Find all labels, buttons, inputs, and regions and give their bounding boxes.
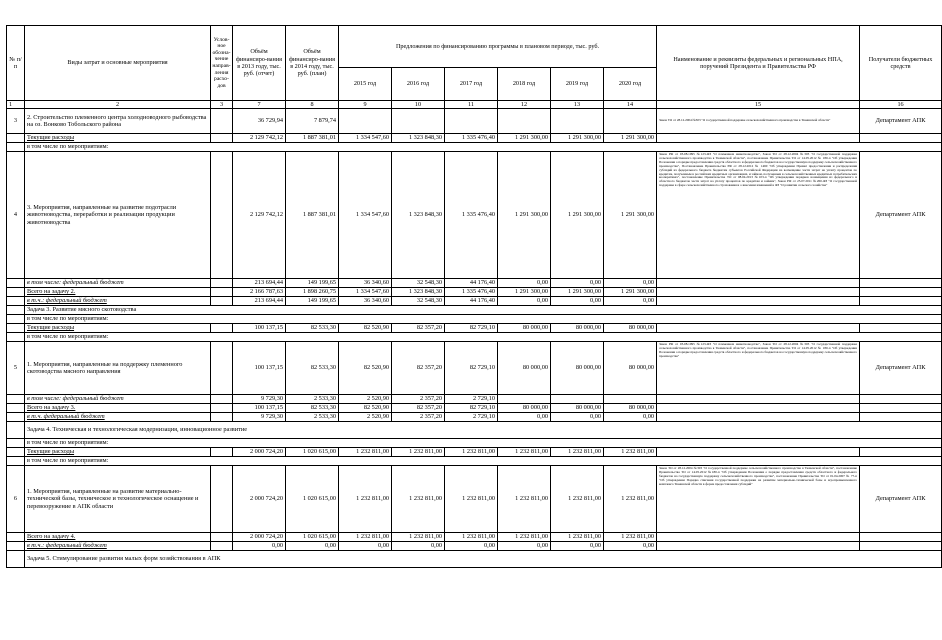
row-num: 3 xyxy=(7,109,25,134)
row-num xyxy=(7,533,25,542)
row-legal xyxy=(657,288,860,297)
row-code xyxy=(211,448,233,457)
row-code xyxy=(211,342,233,395)
row-name: 3. Мероприятия, направленные на развитие подотрасли животноводства, переработки и реализации продукции животноводства xyxy=(25,152,211,279)
row-v2013: 100 137,15 xyxy=(233,404,286,413)
row-v2020 xyxy=(604,395,657,404)
row-num xyxy=(7,306,25,315)
row-v2017: 1 232 811,00 xyxy=(445,448,498,457)
row-name: Текущие расходы xyxy=(25,448,211,457)
row-legal xyxy=(657,404,860,413)
row-v2016: 2 357,20 xyxy=(392,413,445,422)
row-v2015: 1 334 547,60 xyxy=(339,134,392,143)
row-num xyxy=(7,315,25,324)
row-v2019 xyxy=(551,109,604,134)
row-num xyxy=(7,143,25,152)
row-v2019: 80 000,00 xyxy=(551,324,604,333)
row-v2018: 0,00 xyxy=(498,542,551,551)
row-v2018: 80 000,00 xyxy=(498,324,551,333)
row-code xyxy=(211,297,233,306)
row-v2020 xyxy=(604,109,657,134)
row-recipient: Департамент АПК xyxy=(860,342,942,395)
row-v2018: 0,00 xyxy=(498,297,551,306)
row-v2015: 1 334 547,60 xyxy=(339,288,392,297)
row-v2020: 0,00 xyxy=(604,413,657,422)
table-row xyxy=(7,109,942,134)
row-name: в том числе: федеральный бюджет xyxy=(25,395,211,404)
header-name: Виды затрат и основные мероприятия xyxy=(25,26,211,101)
row-name: в том числе по мероприятиям: xyxy=(25,315,942,324)
row-v2019: 0,00 xyxy=(551,279,604,288)
row-num xyxy=(7,279,25,288)
row-num xyxy=(7,422,25,439)
row-v2016: 1 232 811,00 xyxy=(392,448,445,457)
row-v2016: 32 548,30 xyxy=(392,279,445,288)
header-vol2014: Объём финансиро-вания в 2014 году, тыс. руб. (план) xyxy=(286,26,339,101)
table-row xyxy=(7,551,942,568)
row-legal: Закон ТО от 28.12.2004 №303 "О государственной поддержке сельскохозяйственного производства в Тюменской области" xyxy=(657,109,860,134)
row-v2015: 2 520,90 xyxy=(339,413,392,422)
row-v2019: 1 232 811,00 xyxy=(551,533,604,542)
row-v2014: 1 887 381,01 xyxy=(286,152,339,279)
row-num xyxy=(7,395,25,404)
row-v2018: 80 000,00 xyxy=(498,342,551,395)
row-v2015: 0,00 xyxy=(339,542,392,551)
row-num xyxy=(7,457,25,466)
row-v2020: 1 291 300,00 xyxy=(604,134,657,143)
row-code xyxy=(211,288,233,297)
row-v2015: 82 520,90 xyxy=(339,404,392,413)
table-row xyxy=(7,466,942,533)
row-recipient: Департамент АПК xyxy=(860,466,942,533)
header-year-2018: 2018 год xyxy=(498,67,551,100)
row-num xyxy=(7,551,25,568)
row-name: в том числе по мероприятиям: xyxy=(25,457,942,466)
row-legal xyxy=(657,297,860,306)
colnum: 7 xyxy=(233,101,286,109)
header-year-2017: 2017 год xyxy=(445,67,498,100)
row-v2015: 36 340,60 xyxy=(339,279,392,288)
row-name: в том числе по мероприятиям: xyxy=(25,439,942,448)
row-name: в том числе по мероприятиям: xyxy=(25,333,942,342)
row-v2018: 1 232 811,00 xyxy=(498,533,551,542)
row-v2016: 82 357,20 xyxy=(392,404,445,413)
row-name: 1. Мероприятия, направленные на развитие материально-технической базы, техническое и технологическое оснащение и перевооружение в АПК области xyxy=(25,466,211,533)
row-v2019: 1 291 300,00 xyxy=(551,152,604,279)
row-v2015: 82 520,90 xyxy=(339,324,392,333)
colnum: 15 xyxy=(657,101,860,109)
row-code xyxy=(211,413,233,422)
row-v2014: 82 533,30 xyxy=(286,404,339,413)
header-legal: Наименование и реквизиты федеральных и региональных НПА, поручений Президента и Правительства РФ xyxy=(657,26,860,101)
row-v2018: 1 232 811,00 xyxy=(498,466,551,533)
row-recipient: Департамент АПК xyxy=(860,152,942,279)
row-v2019: 1 232 811,00 xyxy=(551,466,604,533)
row-v2013: 9 729,30 xyxy=(233,395,286,404)
finance-table xyxy=(6,25,942,568)
row-code xyxy=(211,109,233,134)
header-num: № п/п xyxy=(7,26,25,101)
row-name: 2. Строительство племенного центра холодноводного рыбоводства на оз. Вонково Тобольского района xyxy=(25,109,211,134)
row-name: Всего на задачу 3. xyxy=(25,404,211,413)
row-v2016: 1 323 848,30 xyxy=(392,288,445,297)
row-v2017: 82 729,10 xyxy=(445,342,498,395)
table-row xyxy=(7,152,942,279)
row-v2020: 0,00 xyxy=(604,279,657,288)
row-v2014: 1 020 615,00 xyxy=(286,533,339,542)
row-v2018: 1 232 811,00 xyxy=(498,448,551,457)
row-name: в т.ч.: федеральный бюджет xyxy=(25,542,211,551)
header-year-2020: 2020 год xyxy=(604,67,657,100)
row-v2017: 1 335 476,40 xyxy=(445,134,498,143)
row-v2015: 1 334 547,60 xyxy=(339,152,392,279)
row-legal xyxy=(657,134,860,143)
row-recipient xyxy=(860,542,942,551)
table-row xyxy=(7,306,942,315)
row-v2017: 44 176,40 xyxy=(445,297,498,306)
row-v2013: 100 137,15 xyxy=(233,342,286,395)
row-v2013: 9 729,30 xyxy=(233,413,286,422)
row-recipient: Департамент АПК xyxy=(860,109,942,134)
row-recipient xyxy=(860,413,942,422)
row-v2019: 0,00 xyxy=(551,542,604,551)
table-row xyxy=(7,422,942,439)
row-v2016: 1 323 848,30 xyxy=(392,134,445,143)
row-v2020: 0,00 xyxy=(604,542,657,551)
row-name: Задача 3. Развитие мясного скотоводства xyxy=(25,306,942,315)
row-name: Задача 5. Стимулирование развития малых форм хозяйствования в АПК xyxy=(25,551,942,568)
row-num xyxy=(7,297,25,306)
row-v2020: 1 291 300,00 xyxy=(604,288,657,297)
row-v2013: 2 129 742,12 xyxy=(233,152,286,279)
row-v2016 xyxy=(392,109,445,134)
row-v2015: 1 232 811,00 xyxy=(339,533,392,542)
row-v2019: 1 232 811,00 xyxy=(551,448,604,457)
header-proposals: Предложения по финансированию программы в плановом периоде, тыс. руб. xyxy=(339,26,657,68)
colnum: 12 xyxy=(498,101,551,109)
table-row xyxy=(7,448,942,457)
row-name: Всего на задачу 2. xyxy=(25,288,211,297)
row-v2014: 82 533,30 xyxy=(286,324,339,333)
row-v2014: 2 533,30 xyxy=(286,395,339,404)
row-v2016: 1 232 811,00 xyxy=(392,533,445,542)
row-v2020: 1 232 811,00 xyxy=(604,533,657,542)
row-v2020: 80 000,00 xyxy=(604,404,657,413)
row-v2014: 1 898 260,75 xyxy=(286,288,339,297)
colnum: 14 xyxy=(604,101,657,109)
header-code: Услов-ное обозна-чение направ-ления расхо-дов xyxy=(211,26,233,101)
row-v2014: 82 533,30 xyxy=(286,342,339,395)
row-v2013: 2 000 724,20 xyxy=(233,448,286,457)
row-v2016: 82 357,20 xyxy=(392,324,445,333)
row-v2015: 1 232 811,00 xyxy=(339,448,392,457)
table-row xyxy=(7,542,942,551)
row-v2014: 1 887 381,01 xyxy=(286,134,339,143)
row-v2014: 149 199,65 xyxy=(286,279,339,288)
header-year-2019: 2019 год xyxy=(551,67,604,100)
row-num xyxy=(7,324,25,333)
table-row xyxy=(7,342,942,395)
row-v2014: 0,00 xyxy=(286,542,339,551)
row-v2016: 82 357,20 xyxy=(392,342,445,395)
colnum: 1 xyxy=(7,101,25,109)
table-row xyxy=(7,439,942,448)
row-recipient xyxy=(860,404,942,413)
row-v2014: 149 199,65 xyxy=(286,297,339,306)
row-code xyxy=(211,395,233,404)
table-row xyxy=(7,279,942,288)
row-recipient xyxy=(860,448,942,457)
row-code xyxy=(211,152,233,279)
row-recipient xyxy=(860,279,942,288)
header-year-2015: 2015 год xyxy=(339,67,392,100)
row-v2018: 0,00 xyxy=(498,279,551,288)
row-legal xyxy=(657,533,860,542)
row-v2017: 1 232 811,00 xyxy=(445,533,498,542)
row-name: в том числе по мероприятиям: xyxy=(25,143,942,152)
row-recipient xyxy=(860,288,942,297)
row-num xyxy=(7,448,25,457)
row-recipient xyxy=(860,533,942,542)
row-v2013: 36 729,94 xyxy=(233,109,286,134)
row-name: в том числе: федеральный бюджет xyxy=(25,279,211,288)
row-v2019: 80 000,00 xyxy=(551,404,604,413)
row-v2020: 1 232 811,00 xyxy=(604,448,657,457)
row-num: 5 xyxy=(7,342,25,395)
row-v2019: 80 000,00 xyxy=(551,342,604,395)
row-num xyxy=(7,404,25,413)
row-legal: Закон РФ от 03.08.1995 №123-ФЗ "О племенном животноводстве", Закон ТО от 28.12.2004 №303 "О государственной поддержке сельскохозяйственного производства в Тюменской области", постановление Правительства ТО от 14.05.2012 № 180-п "Об утверждении Положения о порядке предоставления средств областного и федерального бюджетов на государственную поддержку сельскохозяйственного производства", Постановление Правительства РФ от 28.12.2012 № 1460 "Об утверждении Правил предоставления и распределения субсидий из федерального бюджета бюджетам субъектов Российской Федерации на возмещение части затрат на уплату процентов по кредитам, полученным в российских кредитных организациях, и займам, полученным в сельскохозяйственных кредитных потребительских кооперативах", постановление Правительства ТО от 08.04.2013 №103-п "Об утверждении порядков возмещения из федерального и областного бюджетов части затрат на уплату процентов по кредитам и займам", Закон РФ от 25.07.2011 №260-ФЗ "О государственной поддержке в сфере сельскохозяйственного страхования и о внесении изменений в ФЗ "О развитии сельского хозяйства" xyxy=(657,152,860,279)
colnum: 13 xyxy=(551,101,604,109)
row-legal xyxy=(657,324,860,333)
row-num xyxy=(7,288,25,297)
row-num: 4 xyxy=(7,152,25,279)
row-v2017: 0,00 xyxy=(445,542,498,551)
row-v2017: 1 335 476,40 xyxy=(445,152,498,279)
row-code xyxy=(211,134,233,143)
row-v2013: 100 137,15 xyxy=(233,324,286,333)
row-v2018: 1 291 300,00 xyxy=(498,152,551,279)
row-recipient xyxy=(860,297,942,306)
row-v2017: 1 232 811,00 xyxy=(445,466,498,533)
row-v2015 xyxy=(339,109,392,134)
row-v2013: 2 000 724,20 xyxy=(233,466,286,533)
row-v2018: 80 000,00 xyxy=(498,404,551,413)
row-v2020: 80 000,00 xyxy=(604,342,657,395)
row-legal xyxy=(657,279,860,288)
row-v2014: 1 020 615,00 xyxy=(286,448,339,457)
row-v2013: 2 000 724,20 xyxy=(233,533,286,542)
row-legal xyxy=(657,448,860,457)
row-legal: Закон РФ от 03.08.1995 №123-ФЗ "О племенном животноводстве", Закон ТО от 28.12.2004 №303 "О государственной поддержке сельскохозяйственного производства в Тюменской области", постановление Правительства ТО от 14.05.2012 № 180-п "Об утверждении Положения о порядке предоставления средств областного и федерального бюджетов на государственную поддержку сельскохозяйственного производства" xyxy=(657,342,860,395)
column-number-row xyxy=(7,101,942,109)
finance-table-sheet xyxy=(6,25,933,568)
row-name: Всего на задачу 4. xyxy=(25,533,211,542)
row-recipient xyxy=(860,395,942,404)
row-v2020: 1 232 811,00 xyxy=(604,466,657,533)
row-name: 1. Мероприятия, направленные на поддержку племенного скотоводства мясного направления xyxy=(25,342,211,395)
table-header-row xyxy=(7,26,942,68)
row-v2016: 32 548,30 xyxy=(392,297,445,306)
row-v2015: 1 232 811,00 xyxy=(339,466,392,533)
row-v2017: 82 729,10 xyxy=(445,404,498,413)
row-v2013: 213 694,44 xyxy=(233,279,286,288)
table-row xyxy=(7,297,942,306)
header-year-2016: 2016 год xyxy=(392,67,445,100)
row-v2019: 0,00 xyxy=(551,413,604,422)
colnum: 2 xyxy=(25,101,211,109)
row-code xyxy=(211,279,233,288)
row-v2013: 2 166 787,63 xyxy=(233,288,286,297)
row-v2020: 0,00 xyxy=(604,297,657,306)
header-recipients: Получатели бюджетных средств xyxy=(860,26,942,101)
colnum: 8 xyxy=(286,101,339,109)
row-v2019: 1 291 300,00 xyxy=(551,288,604,297)
table-row xyxy=(7,333,942,342)
row-name: Задача 4. Техническая и технологическая модернизация, инновационное развитие xyxy=(25,422,942,439)
row-num xyxy=(7,134,25,143)
row-v2018: 0,00 xyxy=(498,413,551,422)
row-v2018: 1 291 300,00 xyxy=(498,288,551,297)
table-row xyxy=(7,324,942,333)
colnum: 9 xyxy=(339,101,392,109)
row-legal: Закон ТО от 28.12.2004 №303 "О государственной поддержке сельскохозяйственного производства в Тюменской области", постановление Правительства ТО от 14.05.2012 №180-п "Об утверждении Положения о порядке предоставления средств областного и федерального бюджетов на государственную поддержку сельскохозяйственного производства", постановление Правительства ТО от 01.04.2007 № 77-п "Об утверждении Порядка списания государственной поддержки на развитие материально-технической базы и агропромышленного комплекса Тюменской области в форме предоставления субсидий" xyxy=(657,466,860,533)
row-name: в т.ч.: федеральный бюджет xyxy=(25,297,211,306)
row-code xyxy=(211,404,233,413)
row-code xyxy=(211,324,233,333)
row-v2013: 213 694,44 xyxy=(233,297,286,306)
row-num xyxy=(7,439,25,448)
row-name: Текущие расходы xyxy=(25,134,211,143)
row-v2017: 2 729,10 xyxy=(445,413,498,422)
row-legal xyxy=(657,413,860,422)
row-v2020: 80 000,00 xyxy=(604,324,657,333)
row-v2014: 2 533,30 xyxy=(286,413,339,422)
table-row xyxy=(7,457,942,466)
row-v2018: 1 291 300,00 xyxy=(498,134,551,143)
colnum: 16 xyxy=(860,101,942,109)
row-v2017: 82 729,10 xyxy=(445,324,498,333)
table-row xyxy=(7,134,942,143)
row-v2013: 0,00 xyxy=(233,542,286,551)
row-v2017: 44 176,40 xyxy=(445,279,498,288)
row-v2017 xyxy=(445,109,498,134)
table-row xyxy=(7,143,942,152)
row-code xyxy=(211,466,233,533)
row-v2016: 0,00 xyxy=(392,542,445,551)
row-name: Текущие расходы xyxy=(25,324,211,333)
row-num xyxy=(7,333,25,342)
row-legal xyxy=(657,395,860,404)
row-recipient xyxy=(860,324,942,333)
row-v2017: 1 335 476,40 xyxy=(445,288,498,297)
row-recipient xyxy=(860,134,942,143)
row-v2018 xyxy=(498,395,551,404)
row-num xyxy=(7,413,25,422)
row-name: в т.ч. федеральный бюджет xyxy=(25,413,211,422)
row-v2019: 0,00 xyxy=(551,297,604,306)
row-v2019 xyxy=(551,395,604,404)
colnum: 11 xyxy=(445,101,498,109)
row-v2020: 1 291 300,00 xyxy=(604,152,657,279)
row-v2017: 2 729,10 xyxy=(445,395,498,404)
table-row xyxy=(7,288,942,297)
header-vol2013: Объём финансиро-вания в 2013 году, тыс. руб. (отчет) xyxy=(233,26,286,101)
row-v2018 xyxy=(498,109,551,134)
row-v2015: 82 520,90 xyxy=(339,342,392,395)
row-v2015: 2 520,90 xyxy=(339,395,392,404)
row-code xyxy=(211,533,233,542)
table-row xyxy=(7,413,942,422)
row-v2016: 1 323 848,30 xyxy=(392,152,445,279)
row-num: 6 xyxy=(7,466,25,533)
row-v2016: 1 232 811,00 xyxy=(392,466,445,533)
colnum: 3 xyxy=(211,101,233,109)
row-v2015: 36 340,60 xyxy=(339,297,392,306)
row-code xyxy=(211,542,233,551)
row-v2019: 1 291 300,00 xyxy=(551,134,604,143)
row-v2016: 2 357,20 xyxy=(392,395,445,404)
row-legal xyxy=(657,542,860,551)
table-row xyxy=(7,315,942,324)
row-v2014: 1 020 615,00 xyxy=(286,466,339,533)
row-v2014: 7 879,74 xyxy=(286,109,339,134)
table-row xyxy=(7,404,942,413)
row-num xyxy=(7,542,25,551)
table-row xyxy=(7,395,942,404)
colnum: 10 xyxy=(392,101,445,109)
table-row xyxy=(7,533,942,542)
row-v2013: 2 129 742,12 xyxy=(233,134,286,143)
